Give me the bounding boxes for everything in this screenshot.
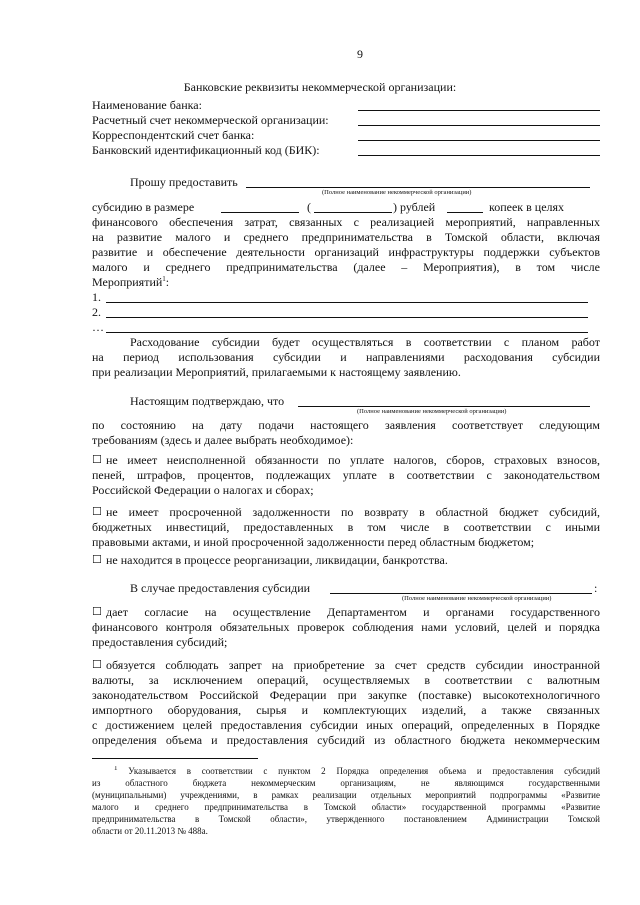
event-item-2-field[interactable] xyxy=(106,317,588,318)
footnote-line-5: предпринимательства в Томской области», утвержденного постановлением Администрации Томской xyxy=(92,814,600,824)
tax-debt-checkbox[interactable]: ☐ xyxy=(92,453,102,466)
granted-suffix: : xyxy=(594,581,598,595)
corr-account-field[interactable] xyxy=(358,140,600,141)
request-line-1: финансового обеспечения затрат, связанных с реализацией мероприятий, направленных xyxy=(92,215,600,229)
organization-name-field-1[interactable] xyxy=(246,187,590,188)
consent-checkbox[interactable]: ☐ xyxy=(92,605,102,618)
organization-name-caption-1: (Полное наименование некоммерческой организации) xyxy=(322,189,472,196)
tax-debt-line-2: пеней, штрафов, процентов, подлежащих уплате в соответствии с законодательством xyxy=(92,468,600,482)
event-item-2-number: 2. xyxy=(92,305,101,319)
request-line-3: развитие и обеспечение деятельности организаций инфраструктуры поддержки субъектов xyxy=(92,245,600,259)
budget-debt-line-3: правовыми актами, и иной просроченной задолженности перед областным бюджетом; xyxy=(92,535,535,549)
confirm-prefix: Настоящим подтверждаю, что xyxy=(130,394,285,408)
footnote-line-3: (муниципальными) учреждениями, в рамках реализации отдельных мероприятий подпрограммы «Развитие xyxy=(92,790,600,800)
footnote-separator xyxy=(92,758,258,759)
footnote-line-1: $^1$ Указывается в соответствии с пунктом 2 Порядка определения объема и предоставления субсидий xyxy=(114,766,600,776)
page-number: 9 xyxy=(357,47,363,61)
amount-kopecks-field[interactable] xyxy=(447,212,483,213)
request-prefix: Прошу предоставить xyxy=(130,175,238,189)
footnote-mark: 1 xyxy=(114,766,118,772)
footnote-line-4: малого и среднего предпринимательства в Томской области» государственной программы «Развитие xyxy=(92,802,600,812)
currency-ban-line-3: законодательством Российской Федерации при закупке (поставке) высокотехнологичного xyxy=(92,688,600,702)
bik-label: Банковский идентификационный код (БИК): xyxy=(92,143,320,157)
bank-name-field[interactable] xyxy=(358,110,600,111)
consent-line-3: предоставления субсидий; xyxy=(92,635,228,649)
expenditure-line-3: при реализации Мероприятий, прилагаемыми к настоящему заявлению. xyxy=(92,365,461,379)
currency-ban-line-4: импортного оборудования, сырья и комплектующих изделий, а также связанных xyxy=(92,703,600,717)
confirm-line-1: по состоянию на дату подачи настоящего заявления соответствует следующим xyxy=(92,418,600,432)
request-line-4: малого и среднего предпринимательства (далее – Мероприятия), в том числе xyxy=(92,260,600,274)
organization-name-caption-2: (Полное наименование некоммерческой организации) xyxy=(357,408,507,415)
amount-text-a: субсидию в размере xyxy=(92,200,195,214)
bik-field[interactable] xyxy=(358,155,600,156)
footnote-ref: 1 xyxy=(162,275,166,283)
budget-debt-line-2: бюджетных инвестиций, предоставленных в том числе в соответствии с иными xyxy=(92,520,600,534)
organization-name-field-3[interactable] xyxy=(330,593,592,594)
currency-ban-line-2: валюты, за исключением операций, осуществляемых в соответствии с валютным xyxy=(92,673,600,687)
event-item-1-number: 1. xyxy=(92,290,101,304)
bank-name-label: Наименование банка: xyxy=(92,98,202,112)
request-line-2: на развитие малого и среднего предпринимательства в Томской области, включая xyxy=(92,230,600,244)
event-item-3-field[interactable] xyxy=(106,332,588,333)
currency-ban-line-5: с достижением целей предоставления субсидии иных операций, определенных в Порядке xyxy=(92,718,600,732)
currency-ban-line-6: определения объема и предоставления субсидий из областного бюджета некоммерческим xyxy=(92,733,600,747)
reorganization-checkbox[interactable]: ☐ xyxy=(92,553,102,566)
event-item-1-field[interactable] xyxy=(106,302,588,303)
reorganization-line: не находится в процессе реорганизации, ликвидации, банкротства. xyxy=(106,553,448,567)
account-label: Расчетный счет некоммерческой организации: xyxy=(92,113,329,127)
amount-text-d: копеек в целях xyxy=(489,200,565,214)
footnote-line-6: области от 20.11.2013 № 488а. xyxy=(92,826,208,836)
consent-line-2: финансового контроля обязательных проверок соблюдения нами условий, целей и порядка xyxy=(92,620,600,634)
tax-debt-line-3: Российской Федерации о налогах и сборах; xyxy=(92,483,314,497)
currency-ban-line-1: обязуется соблюдать запрет на приобретение за счет средств субсидии иностранной xyxy=(106,658,600,672)
expenditure-line-1: Расходование субсидии будет осуществляться в соответствии с планом работ xyxy=(130,335,600,349)
currency-ban-checkbox[interactable]: ☐ xyxy=(92,658,102,671)
account-field[interactable] xyxy=(358,125,600,126)
budget-debt-checkbox[interactable]: ☐ xyxy=(92,505,102,518)
organization-name-caption-3: (Полное наименование некоммерческой организации) xyxy=(402,595,552,602)
amount-rubles-field[interactable] xyxy=(221,212,299,213)
corr-account-label: Корреспондентский счет банка: xyxy=(92,128,255,142)
confirm-line-2: требованиям (здесь и далее выбрать необходимое): xyxy=(92,433,354,447)
event-item-3-number: … xyxy=(92,320,104,334)
tax-debt-line-1: не имеет неисполненной обязанности по уплате налогов, сборов, страховых взносов, xyxy=(106,453,600,467)
amount-words-field[interactable] xyxy=(314,212,392,213)
organization-name-field-2[interactable] xyxy=(298,406,590,407)
footnote-line-2: из областного бюджета некоммерческим организациям, не являющимся государственными xyxy=(92,778,600,788)
events-label: Мероприятий$^1$: xyxy=(92,275,170,289)
amount-text-b: ( xyxy=(307,200,311,214)
amount-text-c: ) рублей xyxy=(393,200,436,214)
expenditure-line-2: на период использования субсидии и направлениями расходования субсидии xyxy=(92,350,600,364)
consent-line-1: дает согласие на осуществление Департаментом и органами государственного xyxy=(106,605,600,619)
budget-debt-line-1: не имеет просроченной задолженности по возврату в областной бюджет субсидий, xyxy=(106,505,600,519)
bank-details-heading: Банковские реквизиты некоммерческой организации: xyxy=(183,80,457,94)
granted-prefix: В случае предоставления субсидии xyxy=(130,581,311,595)
